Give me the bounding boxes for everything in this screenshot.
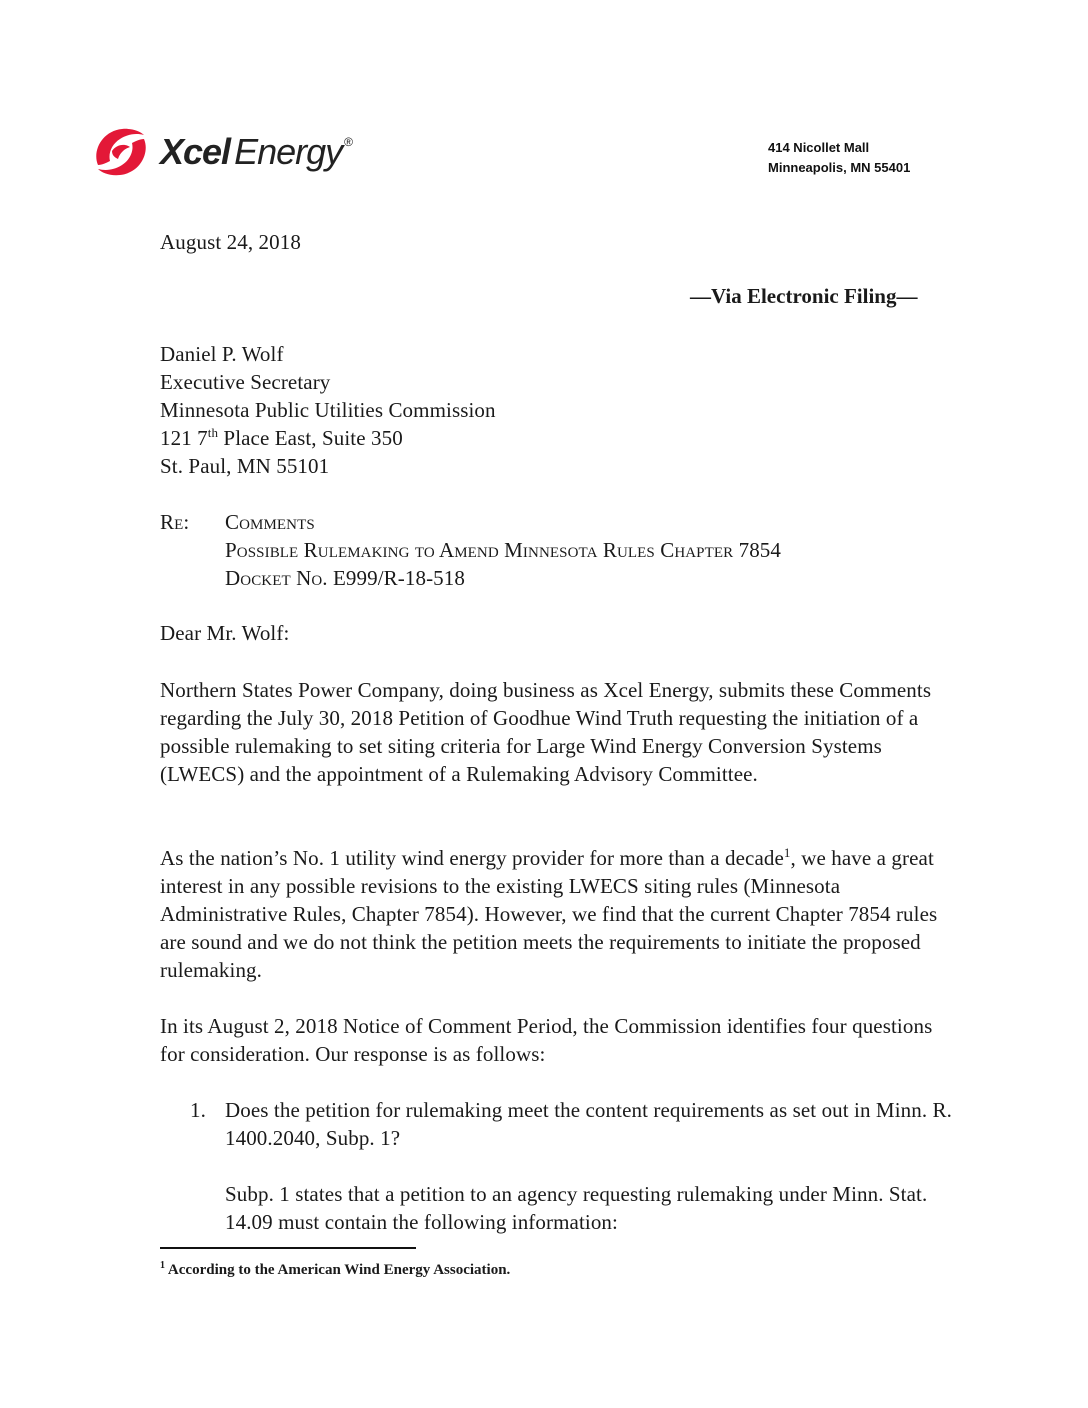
letter-date: August 24, 2018	[160, 230, 301, 254]
footnote-divider	[160, 1247, 416, 1249]
re-line-1: Comments	[225, 510, 315, 534]
paragraph-1: Northern States Power Company, doing business as Xcel Energy, submits these Comments regarding the July 30, 2018 Petition of Goodhue Wind Truth requesting the initiation of a possible rulemaking to set siting criteria for Large Wind Energy Conversion Systems (LWECS) and the appointment of a Rulemaking Advisory Committee.	[160, 678, 932, 786]
address-line-2: Minneapolis, MN 55401	[768, 160, 911, 175]
recipient-name: Daniel P. Wolf	[160, 342, 284, 366]
brand-wordmark: Xcel Energy ®	[160, 131, 352, 172]
re-line-3: Docket No. E999/R-18-518	[225, 566, 465, 590]
paragraph-2: As the nation’s No. 1 utility wind energy provider for more than a decade$^1$, we have a great interest in any possible revisions to the existing LWECS siting rules (Minnesota Administrative Rules, Chapter 7854). However, we find that the current Chapter 7854 rules are sound and we do not think the petition meets the requirements to initiate the proposed rulemaking.	[160, 845, 938, 982]
list-item-detail: Subp. 1 states that a petition to an agency requesting rulemaking under Minn. Stat. 14.09 must contain the following information:	[225, 1182, 928, 1234]
footnote-ref[interactable]: 1	[783, 845, 791, 860]
xcel-swirl-logo-icon	[90, 121, 152, 183]
re-subject	[225, 508, 781, 592]
re-label: Re:	[160, 510, 190, 534]
footnote: $^1$ According to the American Wind Energy Association.	[160, 1260, 511, 1278]
xcel-energy-logo	[90, 122, 352, 182]
address-line-1: 414 Nicollet Mall	[768, 140, 870, 155]
re-line-2: Possible Rulemaking to Amend Minnesota Rules Chapter 7854	[225, 538, 782, 562]
salutation: Dear Mr. Wolf:	[160, 621, 290, 645]
recipient-org: Minnesota Public Utilities Commission	[160, 398, 496, 422]
paragraph-3: In its August 2, 2018 Notice of Comment Period, the Commission identifies four questions for consideration. Our response is as follows:	[160, 1014, 933, 1066]
recipient-block	[160, 340, 496, 480]
delivery-method: —Via Electronic Filing—	[690, 284, 918, 308]
recipient-title: Executive Secretary	[160, 370, 331, 394]
recipient-street: 121 7th Place East, Suite 350	[160, 425, 403, 450]
recipient-city: St. Paul, MN 55101	[160, 454, 330, 478]
letterhead-address	[768, 138, 910, 178]
list-item-number: 1.	[190, 1098, 206, 1122]
list-item-question: Does the petition for rulemaking meet the content requirements as set out in Minn. R. 1400.2040, Subp. 1?	[225, 1098, 953, 1150]
